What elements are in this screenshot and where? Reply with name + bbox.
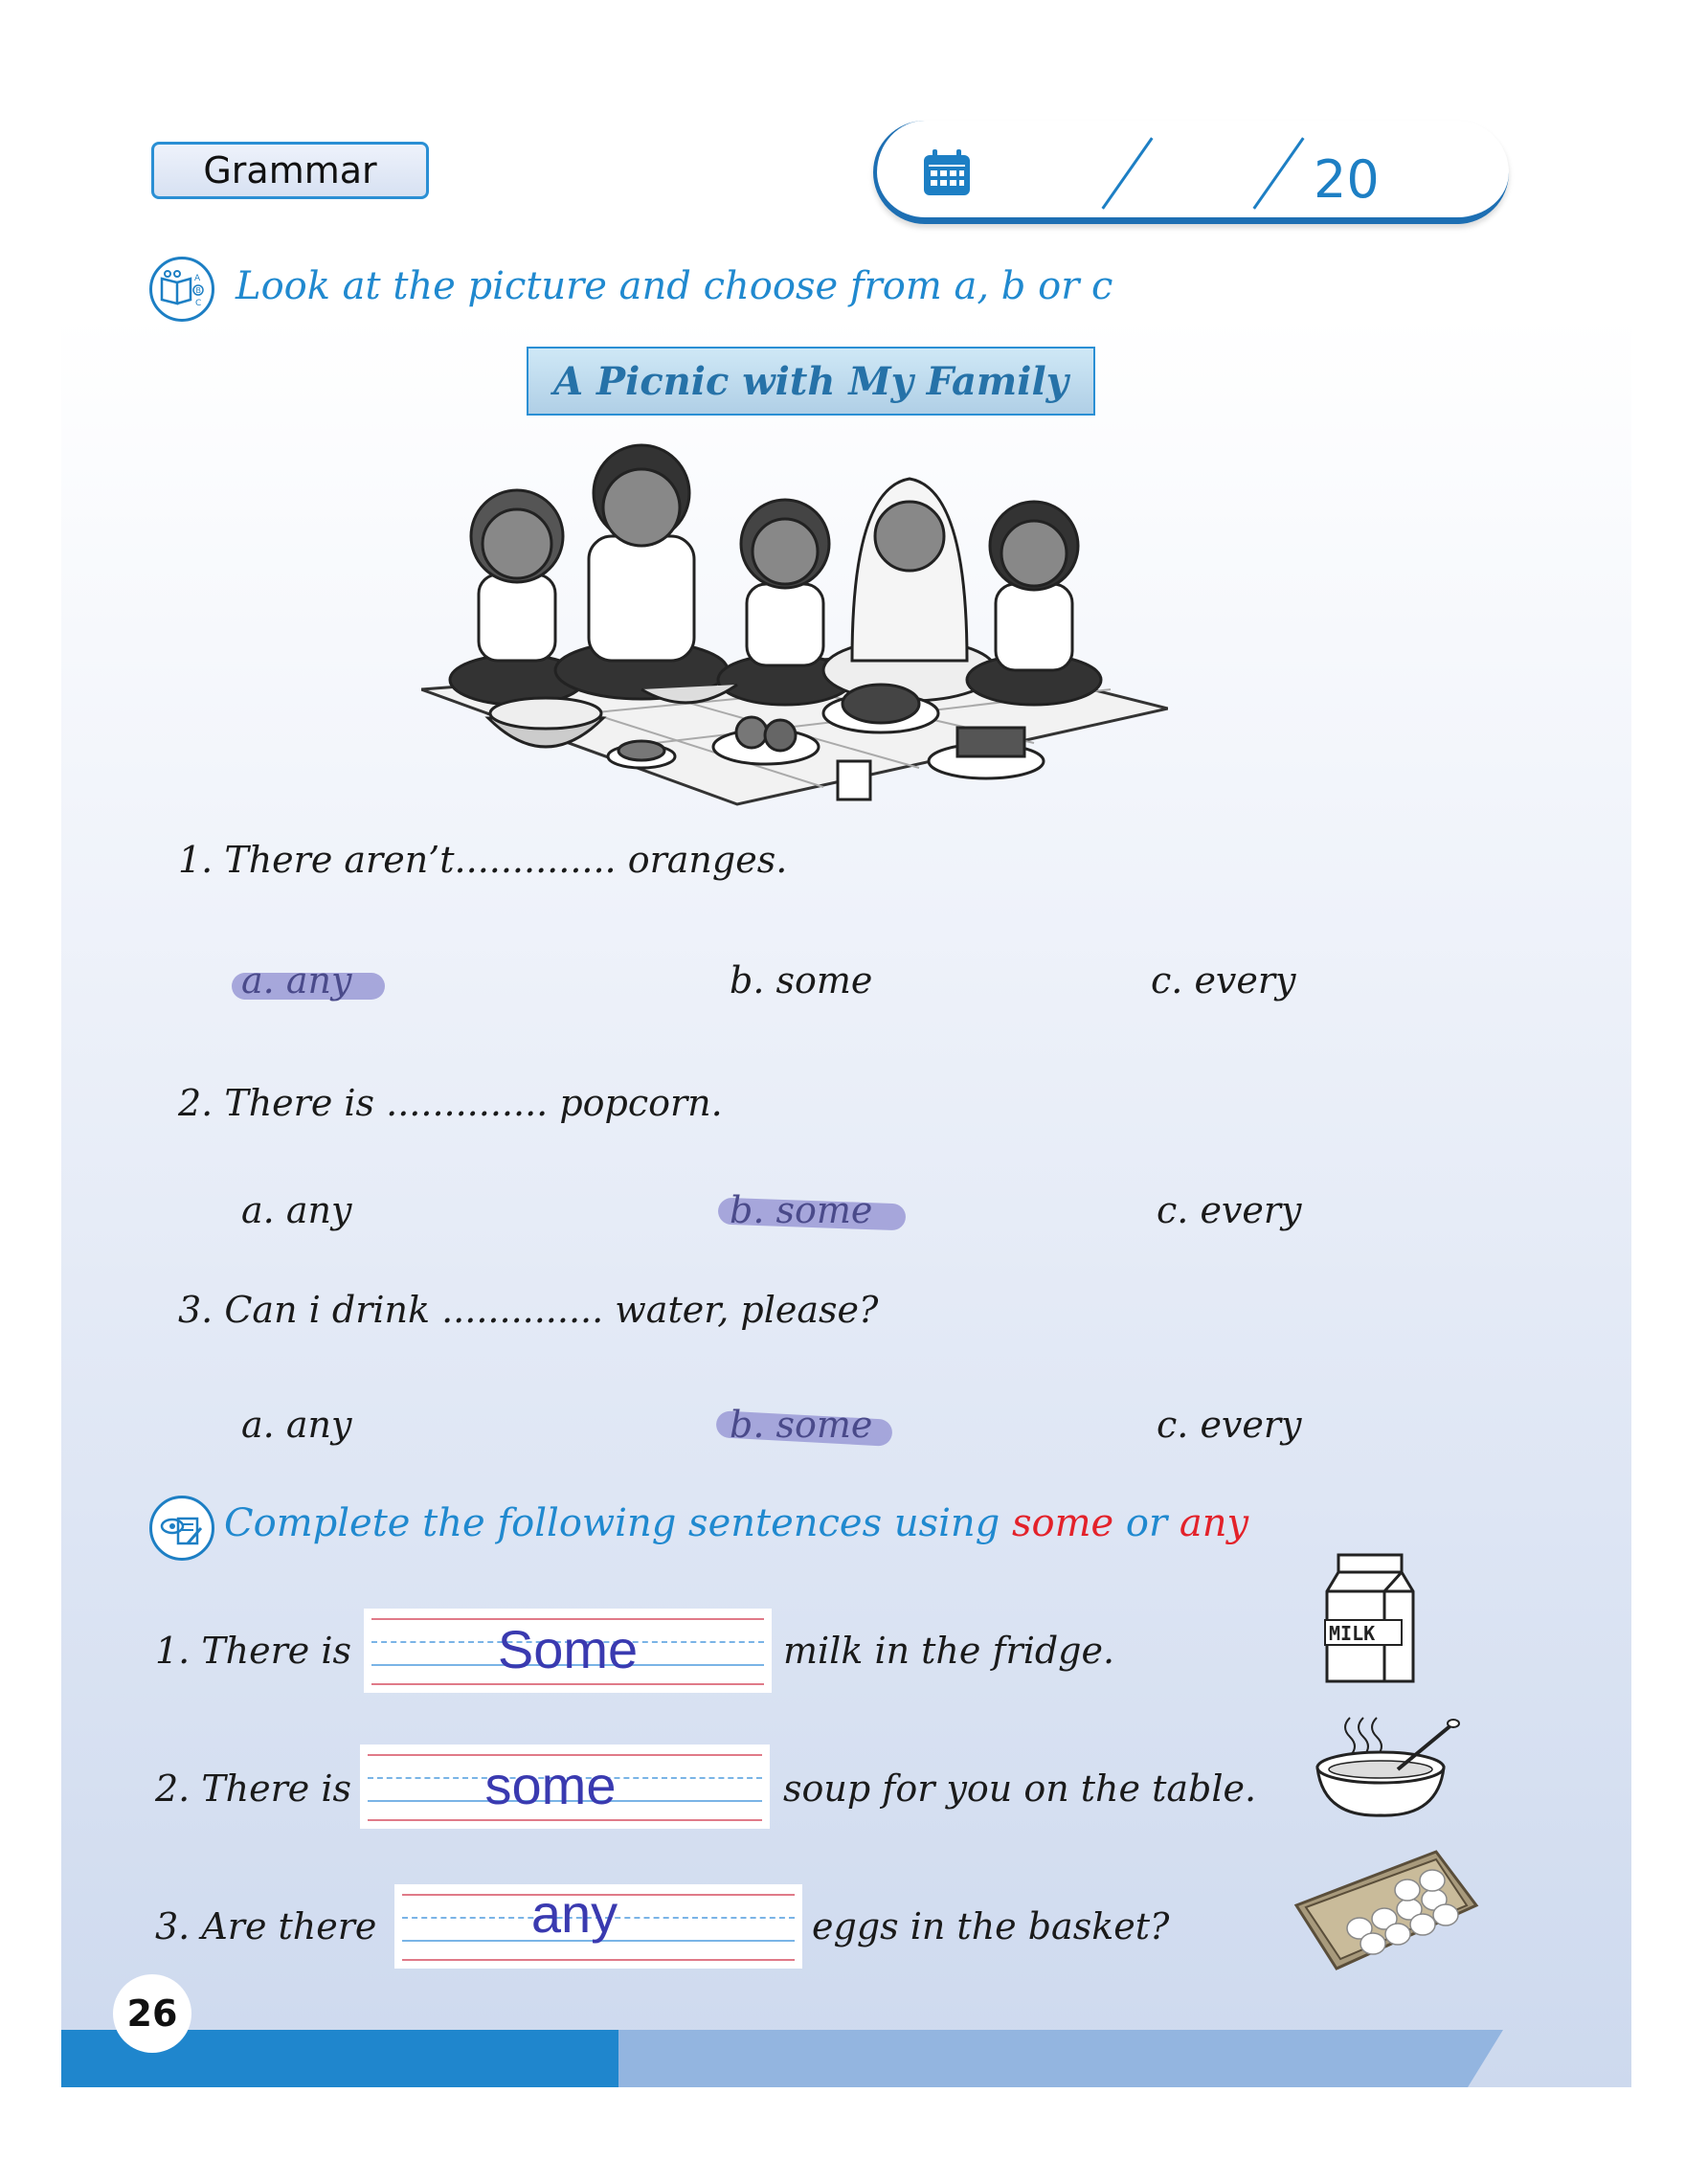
exercise2-instruction: [224, 1501, 1248, 1545]
svg-text:C: C: [195, 299, 202, 308]
question-2-text: There is .............. popcorn.: [224, 1082, 723, 1124]
sentence-2-start: 2. There is: [155, 1767, 352, 1810]
question-2: [178, 1082, 723, 1124]
sentence-1-end: milk in the fridge.: [783, 1630, 1115, 1672]
answer-3-text: any: [530, 1883, 618, 1944]
q1-option-a[interactable]: a. any: [241, 959, 352, 1002]
sentence-1-start: 1. There is: [155, 1630, 352, 1672]
q2-option-c[interactable]: c. every: [1157, 1189, 1302, 1231]
q2-option-a[interactable]: a. any: [241, 1189, 352, 1231]
answer-field-1[interactable]: [364, 1609, 772, 1693]
date-separator-1: [1101, 137, 1153, 209]
picture-title: A Picnic with My Family: [527, 347, 1095, 416]
instruction-text: Complete the following sentences using: [224, 1501, 1012, 1545]
date-total: 20: [1314, 149, 1380, 210]
egg-carton-icon: [1292, 1848, 1480, 1976]
date-separator-2: [1252, 137, 1304, 209]
milk-label: MILK: [1329, 1622, 1376, 1645]
sentence-3-start: 3. Are there: [155, 1905, 377, 1947]
q3-option-c[interactable]: c. every: [1157, 1404, 1302, 1446]
question-3: [178, 1289, 878, 1331]
soup-bowl-icon: [1312, 1714, 1461, 1819]
answer-2-text: some: [484, 1755, 617, 1815]
milk-carton-icon: [1317, 1553, 1425, 1687]
answer-field-3[interactable]: [394, 1884, 802, 1969]
sentence-2-end: soup for you on the table.: [783, 1767, 1257, 1810]
family-picnic-illustration: [421, 431, 1168, 814]
q1-option-b[interactable]: b. some: [730, 959, 873, 1002]
answer-field-2[interactable]: [360, 1745, 770, 1829]
keyword-some: some: [1012, 1501, 1114, 1545]
svg-text:B: B: [195, 286, 201, 295]
date-box: [873, 121, 1509, 224]
page-number: 26: [113, 1974, 191, 2053]
section-label: Grammar: [151, 142, 429, 199]
footer-bar-right: [618, 2030, 1503, 2087]
question-3-number: 3.: [178, 1289, 214, 1331]
instruction-connector: or: [1113, 1501, 1180, 1545]
q1-option-c[interactable]: c. every: [1151, 959, 1296, 1002]
sentence-3-end: eggs in the basket?: [812, 1905, 1170, 1947]
question-3-text: Can i drink .............. water, please?: [224, 1289, 879, 1331]
q3-option-a[interactable]: a. any: [241, 1404, 352, 1446]
answer-1-text: Some: [497, 1619, 639, 1679]
q3-option-b[interactable]: b. some: [730, 1404, 873, 1446]
q2-option-b[interactable]: b. some: [730, 1189, 873, 1231]
write-icon: [149, 1496, 214, 1561]
read-choose-icon: [149, 257, 214, 322]
keyword-any: any: [1179, 1501, 1249, 1545]
svg-text:A: A: [194, 274, 201, 283]
exercise1-instruction: Look at the picture and choose from a, b or c: [236, 264, 1113, 308]
question-1: [178, 839, 787, 881]
question-1-number: 1.: [178, 839, 214, 881]
question-1-text: There aren’t.............. oranges.: [224, 839, 788, 881]
question-2-number: 2.: [178, 1082, 214, 1124]
calendar-icon: [921, 147, 973, 197]
